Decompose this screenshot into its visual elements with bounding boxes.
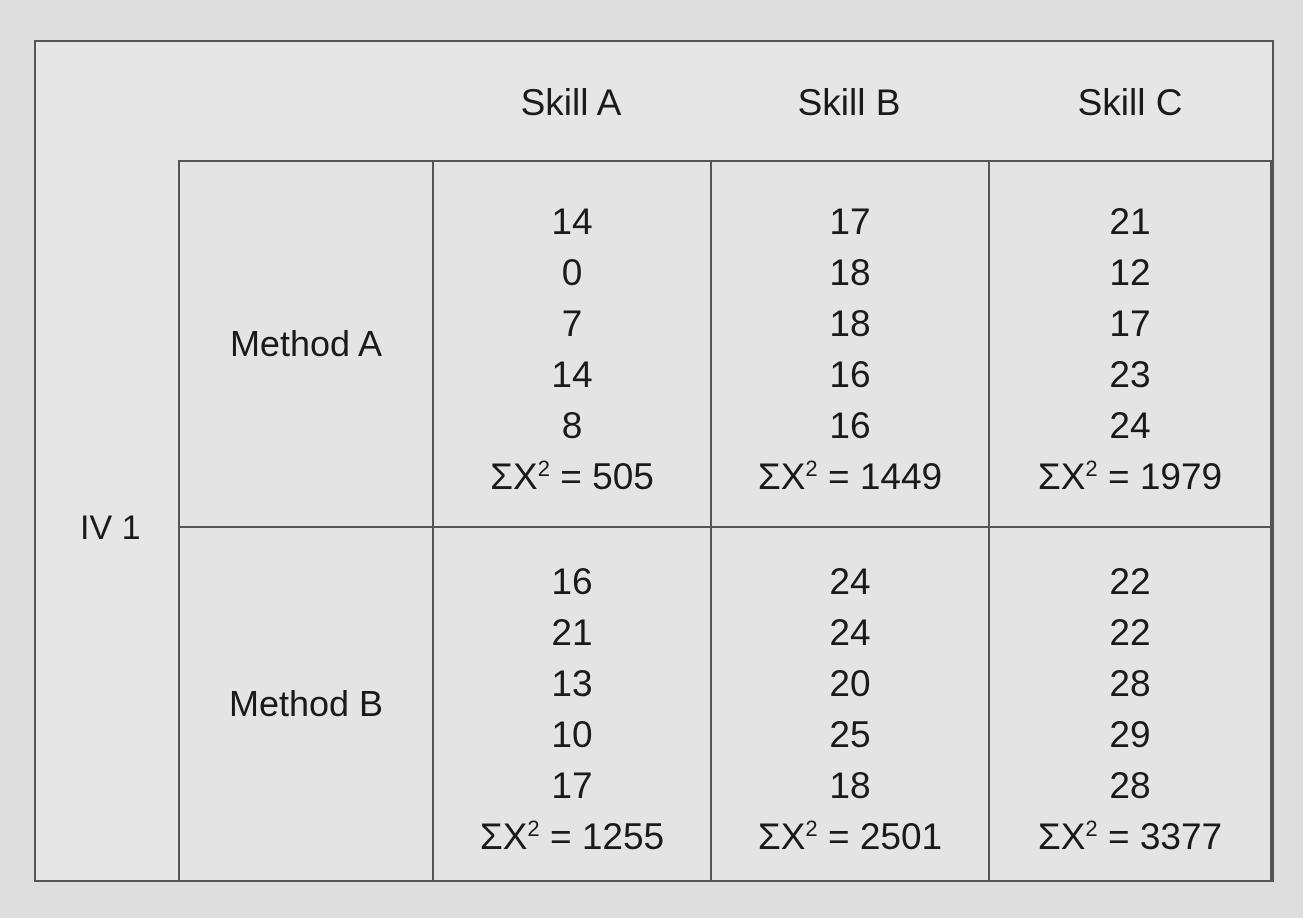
cell-value: 7: [561, 303, 583, 344]
column-header-skill-b: Skill B: [797, 82, 901, 123]
sum-of-squares: [758, 811, 942, 862]
cell-value: 18: [829, 303, 871, 344]
cell-value: 21: [1109, 201, 1151, 242]
cell-value: 24: [829, 561, 871, 602]
cell-value: 20: [829, 663, 871, 704]
sum-of-squares: [758, 451, 942, 502]
cell-method-b-skill-a: [434, 528, 712, 882]
row-label-text: Method B: [228, 683, 384, 724]
sum-prefix: ΣX: [1037, 456, 1086, 497]
cell-method-a-skill-a: [434, 162, 712, 528]
cell-method-a-skill-b: [712, 162, 990, 528]
cell-value: 17: [551, 765, 593, 806]
sum-prefix: ΣX: [757, 816, 806, 857]
sum-value: = 3377: [1107, 816, 1223, 857]
column-header-skill-a: Skill A: [520, 82, 622, 123]
sum-exponent: 2: [537, 456, 550, 481]
sum-prefix: ΣX: [479, 816, 528, 857]
cell-value: 23: [1109, 354, 1151, 395]
sum-exponent: 2: [805, 816, 818, 841]
cell-value: 16: [829, 354, 871, 395]
sum-exponent: 2: [1085, 456, 1098, 481]
sum-prefix: ΣX: [490, 456, 538, 497]
cell-value: 12: [1109, 252, 1151, 293]
cell-value: 22: [1109, 561, 1151, 602]
cell-value: 18: [829, 765, 871, 806]
cell-value: 17: [829, 201, 871, 242]
row-label-method-a: [180, 162, 434, 528]
cell-value: 28: [1109, 663, 1151, 704]
sum-of-squares: [1038, 811, 1222, 862]
cell-value: 16: [829, 405, 871, 446]
cell-value: 13: [551, 663, 593, 704]
sum-of-squares: [490, 451, 654, 502]
cell-method-b-skill-c: [990, 528, 1272, 882]
row-label-text: Method A: [229, 323, 383, 364]
cell-value: 24: [829, 612, 871, 653]
row-label-method-b: [180, 528, 434, 882]
cell-value: 10: [551, 714, 593, 755]
cell-value: 21: [551, 612, 593, 653]
cell-method-a-skill-c: [990, 162, 1272, 528]
cell-method-b-skill-b: [712, 528, 990, 882]
column-header-skill-c: Skill C: [1077, 82, 1183, 123]
cell-value: 17: [1109, 303, 1151, 344]
cell-value: 29: [1109, 714, 1151, 755]
sum-of-squares: [480, 811, 664, 862]
data-grid: [178, 160, 1272, 882]
sum-exponent: 2: [805, 456, 818, 481]
sum-exponent: 2: [527, 816, 540, 841]
cell-value: 24: [1109, 405, 1151, 446]
sum-value: = 505: [560, 456, 654, 497]
cell-value: 8: [561, 405, 583, 446]
sum-prefix: ΣX: [757, 456, 806, 497]
cell-value: 0: [561, 252, 583, 293]
cell-value: 18: [829, 252, 871, 293]
cell-value: 16: [551, 561, 593, 602]
sum-of-squares: [1038, 451, 1222, 502]
cell-value: 14: [551, 354, 593, 395]
cell-value: 14: [551, 201, 593, 242]
sum-prefix: ΣX: [1037, 816, 1086, 857]
sum-value: = 1255: [549, 816, 665, 857]
sum-value: = 2501: [827, 816, 943, 857]
cell-value: 25: [829, 714, 871, 755]
sum-exponent: 2: [1085, 816, 1098, 841]
cell-value: 22: [1109, 612, 1151, 653]
sum-value: = 1449: [827, 456, 943, 497]
sum-value: = 1979: [1107, 456, 1223, 497]
cell-value: 28: [1109, 765, 1151, 806]
row-factor-label: IV 1: [80, 509, 141, 547]
